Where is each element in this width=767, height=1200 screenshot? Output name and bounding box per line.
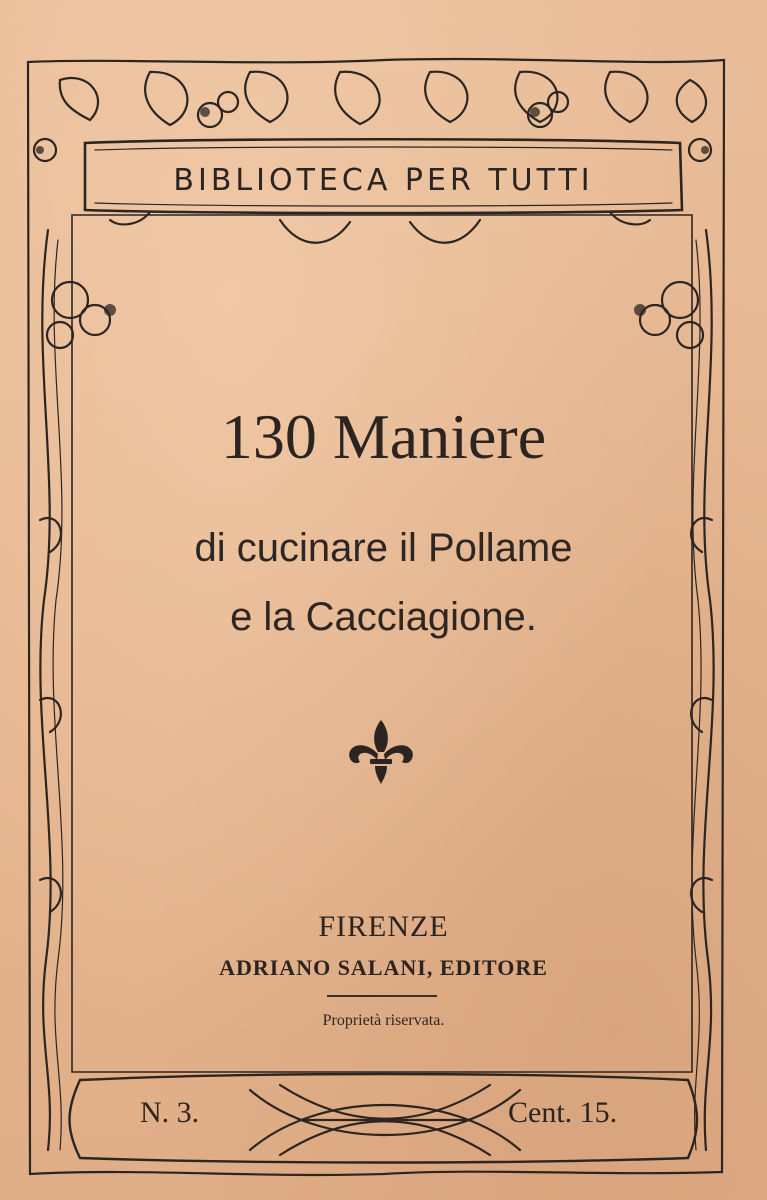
price-label: Cent. 15. bbox=[508, 1096, 618, 1129]
publisher-name: ADRIANO SALANI, EDITORE bbox=[219, 955, 548, 980]
series-title: BIBLIOTECA PER TUTTI bbox=[173, 162, 594, 198]
rights-notice: Proprietà riservata. bbox=[322, 1012, 445, 1029]
fleur-de-lis-icon bbox=[345, 718, 417, 788]
book-subtitle-line-1: di cucinare il Pollame bbox=[194, 526, 573, 570]
publication-city: FIRENZE bbox=[318, 910, 449, 943]
divider-rule bbox=[327, 995, 437, 997]
book-title: 130 Maniere bbox=[220, 401, 547, 472]
series-number: N. 3. bbox=[140, 1096, 200, 1129]
book-subtitle-line-2: e la Cacciagione. bbox=[230, 595, 537, 639]
